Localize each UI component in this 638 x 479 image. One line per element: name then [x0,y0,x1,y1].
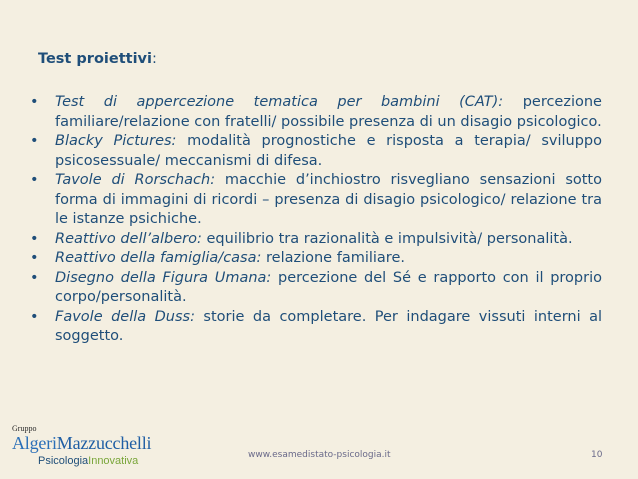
bullet-icon: • [30,250,39,266]
logo-name [12,433,151,454]
list-item-text: storie da completare. Per indagare vissuti interni al soggetto. [55,308,602,344]
list-item-term: Test di appercezione tematica per bambini (CAT): [55,94,504,110]
bullet-icon: • [30,94,39,110]
list-item-text: modalità prognostiche e risposta a terapia/ sviluppo psicosessuale/ meccanismi di difesa. [55,133,602,169]
bullet-icon: • [30,172,39,188]
list-item-text: percezione del Sé e rapporto con il proprio corpo/personalità. [55,269,602,305]
list-item-text: relazione familiare. [261,250,405,266]
slide-title-text: Test proiettivi [38,51,152,67]
list-item [30,93,602,132]
bullet-icon: • [30,230,39,247]
list-item-term: Favole della Duss: [55,308,195,325]
bullet-icon: • [30,308,39,325]
page-number: 10 [591,450,603,460]
slide-title [38,51,157,67]
logo-name-first: Algeri [12,433,57,453]
list-item [30,230,602,250]
list-item [30,269,602,308]
logo-tagline [38,455,138,467]
list-item-term: Tavole di Rorschach: [55,172,216,188]
list-item-term: Disegno della Figura Umana: [55,269,272,286]
list-item [30,249,602,269]
bullet-list [30,93,602,347]
list-item-term: Blacky Pictures: [55,133,177,149]
logo-tagline-first: Psicologia [38,455,89,467]
list-item-text: percezione familiare/relazione con fratelli/ possibile presenza di un disagio psicologico. [55,94,602,130]
list-item [30,132,602,171]
list-item-term: Reattivo della famiglia/casa: [55,250,262,266]
logo-prefix: Gruppo [12,424,37,433]
list-item [30,171,602,230]
logo-tagline-second: Innovativa [88,455,139,467]
bullet-icon: • [30,269,39,286]
list-item-term: Reattivo dell’albero: [55,230,202,247]
list-item [30,308,602,347]
logo-name-second: Mazzucchelli [56,433,152,453]
footer-url: www.esamedistato-psicologia.it [248,450,391,460]
bullet-icon: • [30,133,39,149]
company-logo [12,424,212,470]
list-item-text: macchie d’inchiostro risvegliano sensazioni sotto forma di immagini di ricordi – presenza di disagio psicologico/ relazione tra le istanze psichiche. [55,172,602,227]
list-item-text: equilibrio tra razionalità e impulsività/ personalità. [201,230,573,247]
slide-title-colon: : [151,51,157,67]
